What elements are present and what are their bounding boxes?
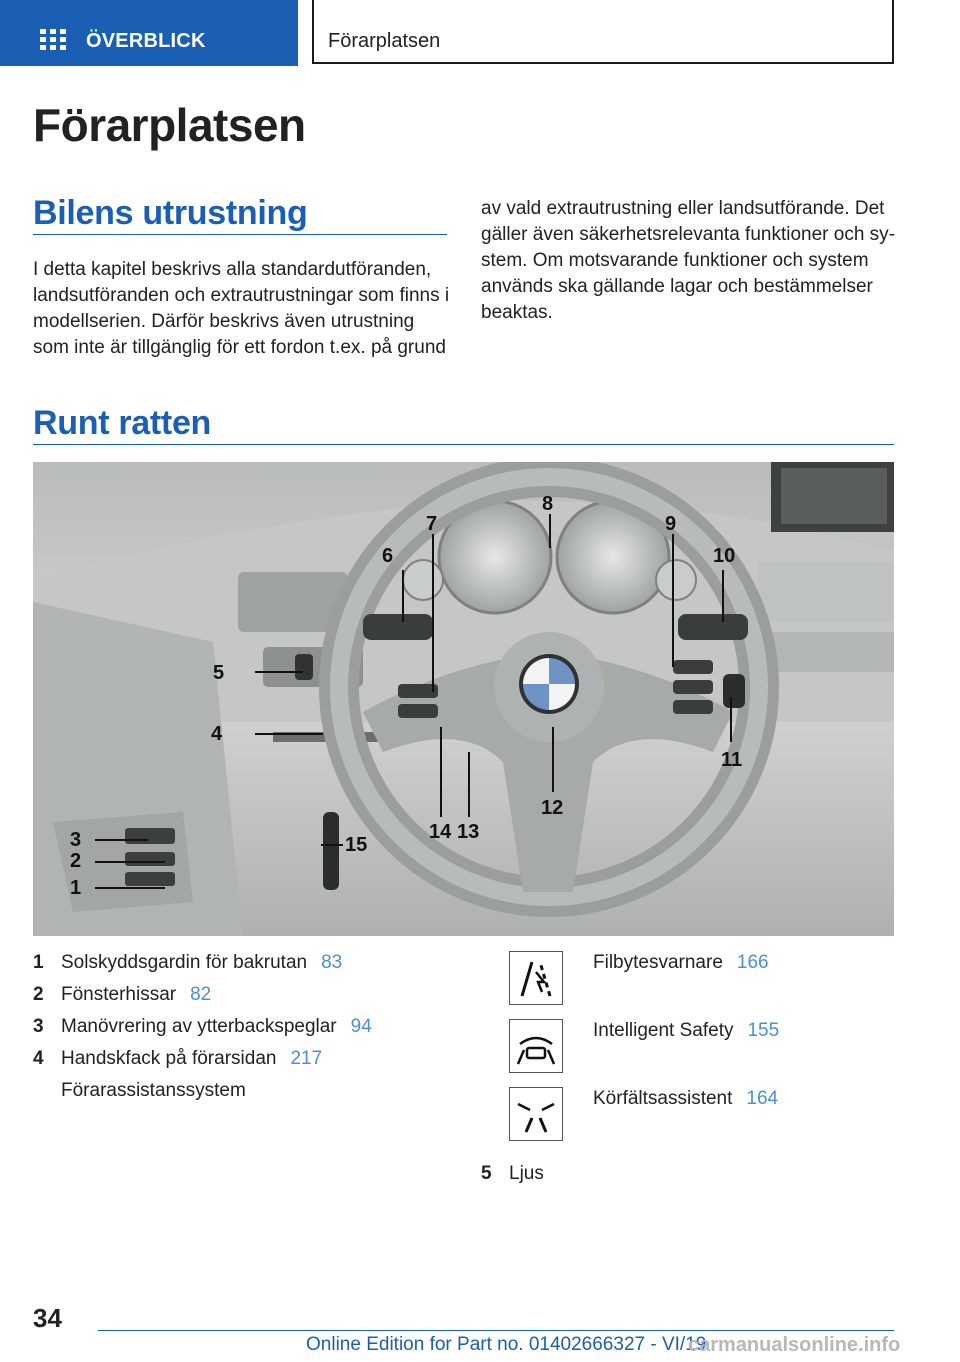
watermark: carmanualsonline.info: [688, 1334, 901, 1356]
grid-icon: [40, 29, 66, 50]
callout-6: 6: [382, 545, 394, 567]
callout-1: 1: [70, 877, 82, 899]
item-text: Solskyddsgardin för bakrutan: [61, 952, 308, 973]
callout-10: 10: [713, 545, 736, 567]
item-text: Manövrering av ytterbackspeglar: [61, 1016, 337, 1037]
page-title: Förarplatsen: [33, 99, 306, 151]
callout-8: 8: [542, 493, 554, 515]
lane-assist-icon: [509, 1087, 563, 1141]
tab-current-chapter[interactable]: [312, 0, 894, 64]
callout-9: 9: [665, 513, 677, 535]
item-number: 4: [33, 1048, 44, 1069]
list-item: [593, 952, 769, 974]
page-link[interactable]: 164: [746, 1088, 779, 1109]
callout-12: 12: [541, 797, 564, 819]
item-text: Filbytesvarnare: [593, 952, 723, 973]
cockpit-illustration: [33, 462, 894, 936]
tab-overview[interactable]: [0, 0, 298, 66]
callout-7: 7: [426, 513, 438, 535]
tab-current-label: Förarplatsen: [328, 30, 441, 52]
top-navigation: [0, 0, 960, 66]
item-text: Handskfack på förarsidan: [61, 1048, 277, 1069]
page-link[interactable]: 166: [736, 952, 769, 973]
item-number: 5: [481, 1163, 492, 1184]
page-number: 34: [33, 1303, 62, 1333]
callout-2: 2: [70, 850, 82, 872]
item-number: 3: [33, 1016, 44, 1037]
list-item: [593, 1088, 778, 1110]
tab-overview-label: ÖVERBLICK: [86, 30, 206, 52]
item-text: Fönsterhissar: [61, 984, 177, 1005]
list-item: [593, 1020, 779, 1042]
section-rule: [33, 444, 894, 445]
section-rule: [33, 234, 447, 235]
page-link[interactable]: 83: [321, 952, 343, 973]
item-number: 2: [33, 984, 44, 1005]
edition-text: Online Edition for Part no. 01402666327 - VI/19: [306, 1334, 707, 1355]
lane-change-warning-icon: [509, 951, 563, 1005]
page-link[interactable]: 82: [190, 984, 212, 1005]
item-text: Intelligent Safety: [593, 1020, 734, 1041]
page-link[interactable]: 155: [747, 1020, 780, 1041]
section-heading-steering: Runt ratten: [33, 404, 212, 442]
callout-4: 4: [211, 723, 223, 745]
item-text: Körfältsassistent: [593, 1088, 733, 1109]
footer-rule: [98, 1330, 894, 1331]
intelligent-safety-icon: [509, 1019, 563, 1073]
page-link[interactable]: 217: [290, 1048, 323, 1069]
paragraph-left: I detta kapitel beskrivs alla standardutföranden, landsutföranden och extrautrustningar som finns i modellserien. Därför beskrivs även utrustning som inte är tillgänglig för ett fordon t.ex. på grund: [33, 259, 450, 358]
section-heading-equipment: Bilens utrustning: [33, 194, 308, 232]
callout-11: 11: [721, 749, 743, 771]
item-number: 1: [33, 952, 44, 973]
callout-14: 14: [429, 821, 452, 843]
callout-15: 15: [345, 834, 368, 856]
item-text: Ljus: [509, 1163, 544, 1184]
paragraph-right: av vald extrautrustning eller landsutförande. Det gäller även säkerhetsrelevanta funktioner och system. Om motsvarande funktioner och system används ska gällande lagar och bestämmelser beaktas.: [481, 198, 896, 323]
callout-5: 5: [213, 662, 225, 684]
cockpit-drawing: [33, 462, 894, 936]
callout-13: 13: [457, 821, 480, 843]
page-link[interactable]: 94: [350, 1016, 372, 1037]
callout-3: 3: [70, 829, 82, 851]
item-text: Förarassistanssystem: [61, 1080, 246, 1101]
